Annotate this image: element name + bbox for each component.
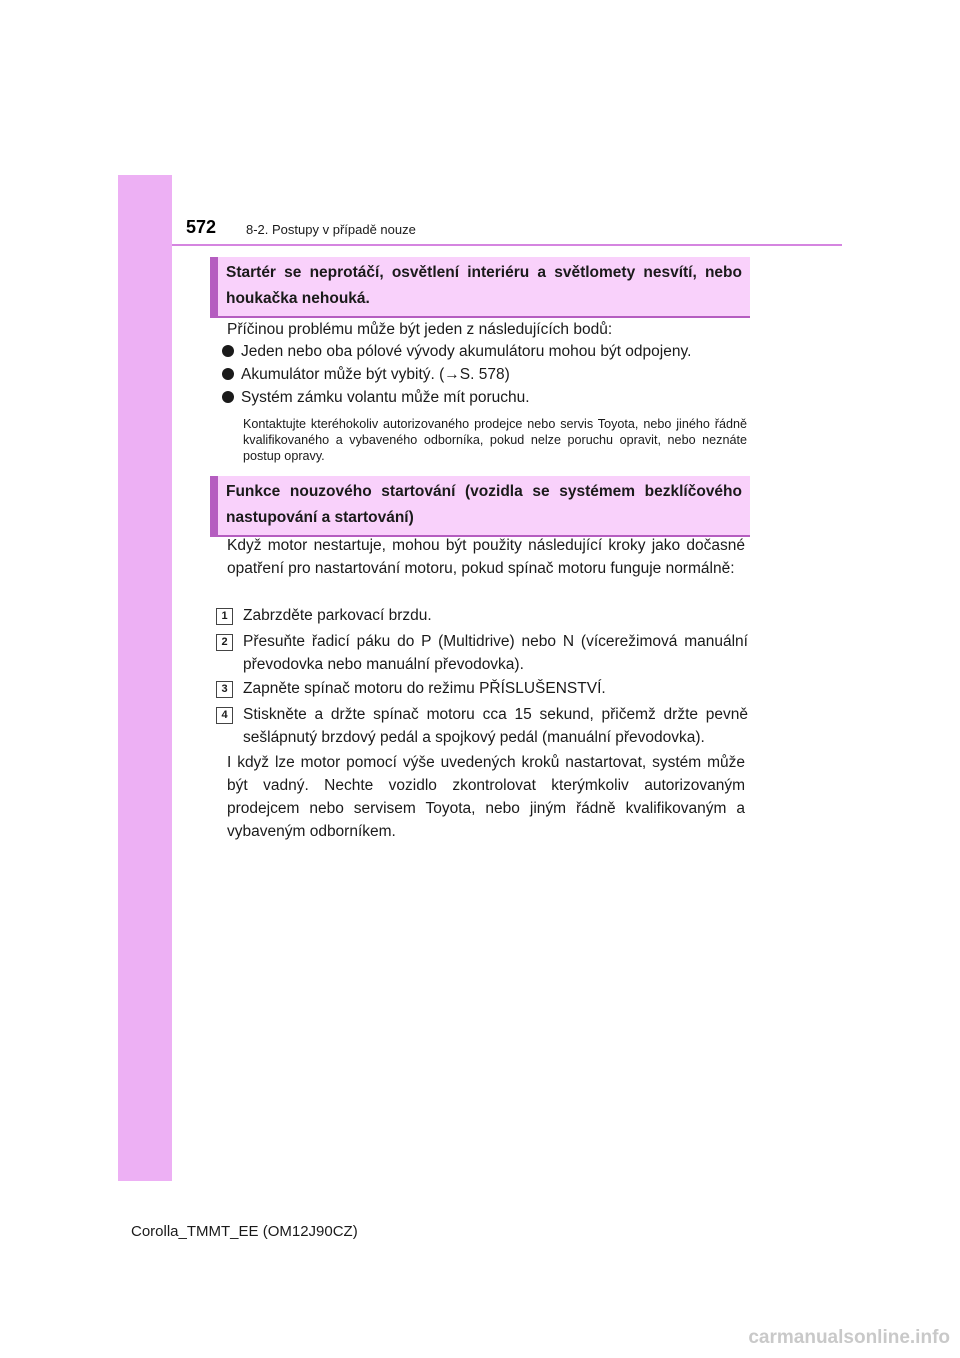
list-item [222, 386, 752, 409]
list-item-text: Akumulátor může být vybitý. (→S. 578) [241, 366, 510, 383]
watermark: carmanualsonline.info [748, 1327, 950, 1348]
step-number-badge: 3 [216, 681, 233, 698]
step-text: Zapněte spínač motoru do režimu PŘÍSLUŠENSTVÍ. [243, 680, 606, 697]
section2-closing: I když lze motor pomocí výše uvedených kroků nastartovat, systém může být vadný. Nechte vozidlo zkontrolovat kterýmkoliv autorizovaným prodejcem nebo servisem Toyota, nebo jiným řádně kvalifikovaným a vybaveným odborníkem. [227, 754, 745, 840]
list-item [222, 363, 752, 386]
step-item [216, 604, 748, 627]
step-number-badge: 4 [216, 707, 233, 724]
step-number-badge: 1 [216, 608, 233, 625]
step-text: Stiskněte a držte spínač motoru cca 15 sekund, přičemž držte pevně sešlápnutý brzdový pedál a spojkový pedál (manuální převodovka). [243, 706, 748, 746]
section-title: 8-2. Postupy v případě nouze [246, 222, 416, 237]
section2-intro: Když motor nestartuje, mohou být použity následující kroky jako dočasné opatření pro nastartování motoru, pokud spínač motoru funguje normálně: [227, 537, 745, 577]
list-item-text: Systém zámku volantu může mít poruchu. [241, 389, 530, 406]
chapter-side-band [118, 175, 172, 1181]
bullet-icon [222, 345, 234, 357]
step-item [216, 630, 748, 676]
step-text: Přesuňte řadicí páku do P (Multidrive) nebo N (vícerežimová manuální převodovka nebo manuální převodovka). [243, 633, 748, 673]
section1-intro: Příčinou problému může být jeden z následujících bodů: [227, 321, 613, 338]
section1-note: Kontaktujte kteréhokoliv autorizovaného prodejce nebo servis Toyota, nebo jiného řádně kvalifikovaného a vybaveného odborníka, pokud nelze poruchu opravit, nebo neznáte postup opravy. [243, 417, 747, 463]
list-item-text: Jeden nebo oba pólové vývody akumulátoru mohou být odpojeny. [241, 343, 692, 360]
section-heading-starter: Startér se neprotáčí, osvětlení interiéru a světlomety nesvítí, nebo houkačka nehouká. [210, 257, 750, 318]
step-text: Zabrzděte parkovací brzdu. [243, 607, 432, 624]
step-number-badge: 2 [216, 634, 233, 651]
header-divider [172, 244, 842, 246]
page-number: 572 [186, 217, 217, 237]
section-heading-emergency-start: Funkce nouzového startování (vozidla se systémem bezklíčového nastupování a startování) [210, 476, 750, 537]
step-item [216, 703, 748, 749]
bullet-icon [222, 368, 234, 380]
list-item [222, 340, 752, 363]
step-item [216, 677, 748, 700]
document-id-footer: Corolla_TMMT_EE (OM12J90CZ) [131, 1223, 358, 1240]
bullet-icon [222, 391, 234, 403]
